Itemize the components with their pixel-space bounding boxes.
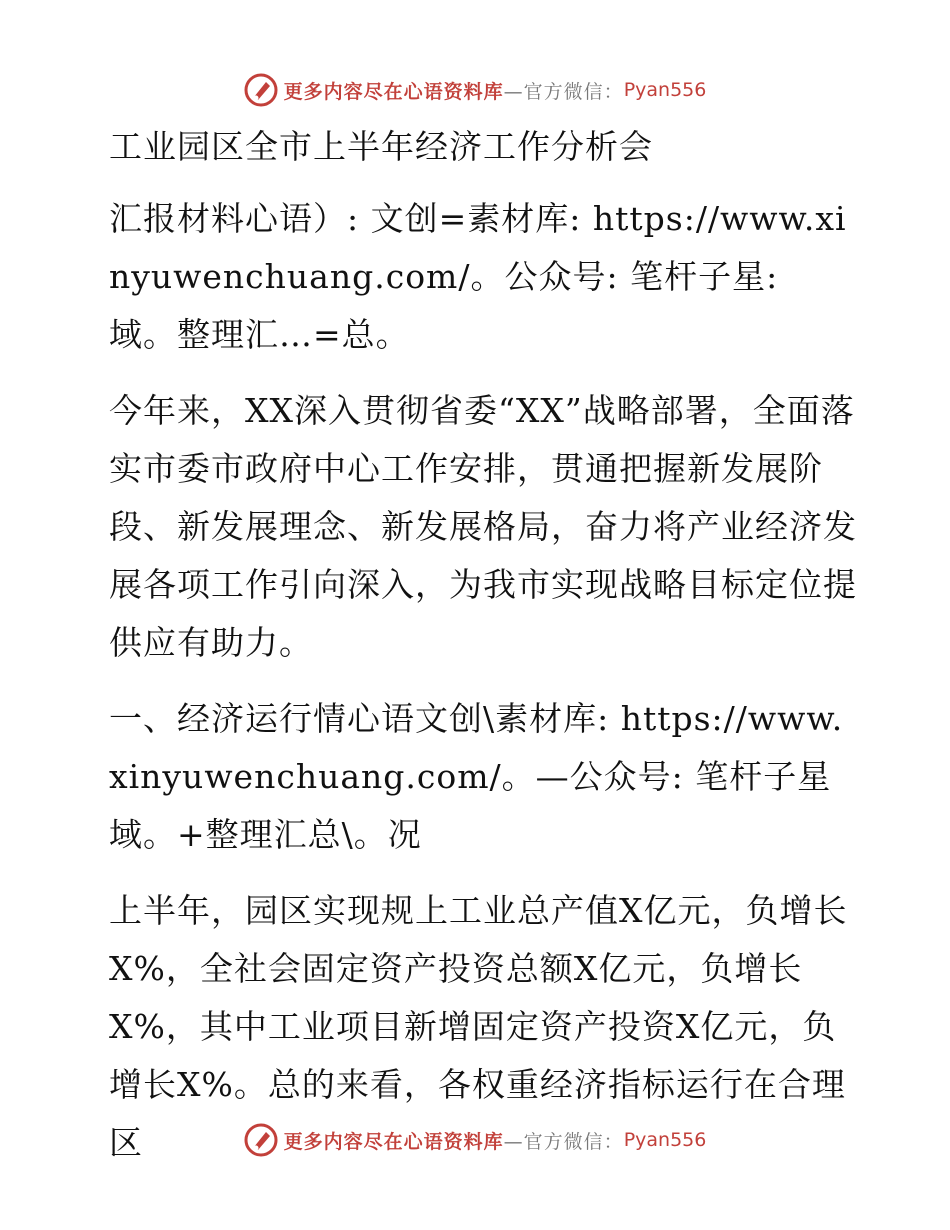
watermark-main-text: 更多内容尽在心语资料库 — [283, 1130, 504, 1153]
paragraph-source-note: 汇报材料心语）: 文创=素材库: https://www.xinyuwenchuang.com/。公众号: 笔杆子星: 域。整理汇…=总。 — [109, 199, 847, 354]
watermark-dash-text: —官方微信： — [503, 1130, 624, 1153]
watermark-id-text: Pyan556 — [623, 1129, 707, 1151]
document-title: 工业园区全市上半年经济工作分析会 — [109, 127, 653, 166]
watermark-dash-text: —官方微信： — [503, 80, 624, 103]
paragraph-first-half: 上半年，园区实现规上工业总产值X亿元，负增长X%，全社会固定资产投资总额X亿元，负增长X%，其中工业项目新增固定资产投资X亿元，负增长X%。总的来看，各权重经济指标运行在合理区 — [109, 891, 848, 1162]
watermark-main-text: 更多内容尽在心语资料库 — [283, 80, 504, 103]
watermark-id-text: Pyan556 — [623, 79, 707, 101]
pen-nib-logo-icon — [244, 1123, 278, 1157]
paragraph-intro: 今年来，XX深入贯彻省委“XX”战略部署，全面落实市委市政府中心工作安排，贯通把握新发展阶段、新发展理念、新发展格局，奋力将产业经济发展各项工作引向深入，为我市实现战略目标定位提供应有助力。 — [109, 391, 857, 662]
document-body — [97, 118, 857, 1190]
watermark-banner-top — [0, 70, 950, 110]
watermark-banner-bottom — [0, 1120, 950, 1160]
pen-nib-logo-icon — [244, 73, 278, 107]
section-heading-economy: 一、经济运行情心语文创\素材库: https://www.xinyuwenchuang.com/。—公众号: 笔杆子星域。+整理汇总\。况 — [109, 699, 844, 854]
